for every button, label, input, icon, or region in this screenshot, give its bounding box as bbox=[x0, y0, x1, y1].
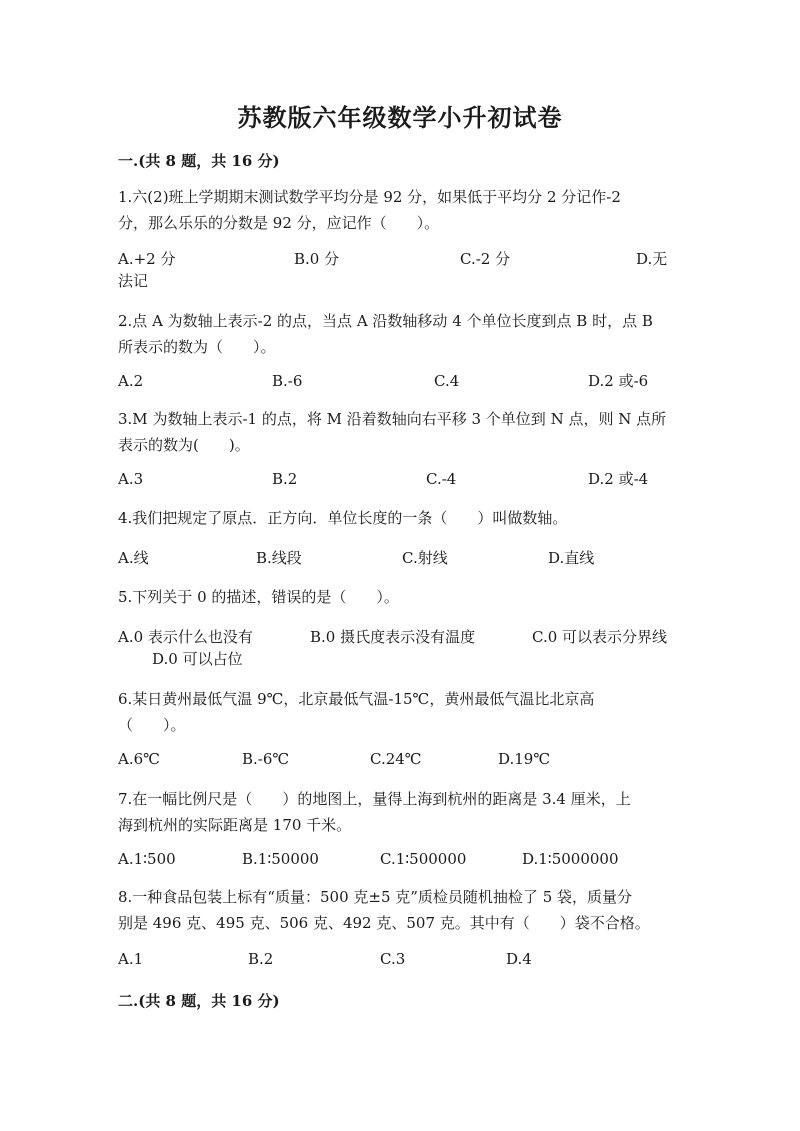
question-4-options bbox=[118, 547, 678, 569]
option-a: A.1 bbox=[118, 950, 144, 968]
option-a: A.+2 分 bbox=[118, 250, 176, 268]
option-d: D.2 或-6 bbox=[588, 372, 649, 390]
question-1-options bbox=[118, 248, 678, 292]
option-a: A.1∶500 bbox=[118, 850, 176, 868]
option-d: D.0 可以占位 bbox=[152, 650, 243, 668]
option-a: A.6℃ bbox=[118, 750, 160, 768]
option-d: D.直线 bbox=[548, 549, 595, 567]
option-a: A.3 bbox=[118, 470, 144, 488]
option-b: B.0 分 bbox=[294, 250, 340, 268]
question-8-line-1: 8.一种食品包装上标有“质量：500 克±5 克”质检员随机抽检了 5 袋，质量分 bbox=[118, 888, 633, 906]
option-b: B.-6℃ bbox=[242, 750, 290, 768]
section-heading-2: 二.(共 8 题，共 16 分) bbox=[118, 992, 280, 1010]
question-2 bbox=[118, 308, 678, 360]
question-3-line-1: 3.M 为数轴上表示-1 的点，将 M 沿着数轴向右平移 3 个单位到 N 点，则 N 点所 bbox=[118, 410, 667, 428]
question-4 bbox=[118, 505, 678, 531]
question-6-options bbox=[118, 748, 678, 770]
option-c: C.-4 bbox=[426, 470, 457, 488]
page-title: 苏教版六年级数学小升初试卷 bbox=[237, 103, 563, 132]
option-d: D.2 或-4 bbox=[588, 470, 649, 488]
question-6-line-1: 6.某日黄州最低气温 9℃，北京最低气温-15℃，黄州最低气温比北京高 bbox=[118, 690, 595, 708]
question-2-line-2: 所表示的数为（ ）。 bbox=[118, 338, 276, 356]
option-d: D.无 bbox=[636, 250, 668, 268]
option-c: C.-2 分 bbox=[460, 250, 511, 268]
option-b: B.2 bbox=[248, 950, 274, 968]
question-7-options bbox=[118, 848, 678, 870]
section-heading-1: 一.(共 8 题，共 16 分) bbox=[118, 152, 280, 170]
question-2-options bbox=[118, 370, 678, 392]
question-7-line-2: 海到杭州的实际距离是 170 千米。 bbox=[118, 816, 352, 834]
question-6-line-2: （ ）。 bbox=[118, 716, 186, 734]
question-1 bbox=[118, 184, 678, 236]
option-a: A.0 表示什么也没有 bbox=[118, 628, 253, 646]
question-5-options bbox=[118, 626, 678, 670]
option-b: B.线段 bbox=[256, 549, 302, 567]
question-8 bbox=[118, 884, 678, 936]
option-c: C.0 可以表示分界线 bbox=[532, 628, 668, 646]
option-c: C.1∶500000 bbox=[380, 850, 467, 868]
option-c: C.3 bbox=[380, 950, 406, 968]
question-5-line-1: 5.下列关于 0 的描述，错误的是（ ）。 bbox=[118, 588, 399, 606]
option-d-continued: 法记 bbox=[118, 272, 149, 290]
question-8-options bbox=[118, 948, 678, 970]
question-3-line-2: 表示的数为( )。 bbox=[118, 436, 250, 454]
option-a: A.线 bbox=[118, 549, 149, 567]
option-b: B.-6 bbox=[272, 372, 303, 390]
option-b: B.1∶50000 bbox=[242, 850, 319, 868]
option-d: D.4 bbox=[506, 950, 532, 968]
question-7-line-1: 7.在一幅比例尺是（ ）的地图上，量得上海到杭州的距离是 3.4 厘米，上 bbox=[118, 790, 631, 808]
option-c: C.24℃ bbox=[370, 750, 422, 768]
option-b: B.0 摄氏度表示没有温度 bbox=[310, 628, 476, 646]
option-d: D.19℃ bbox=[498, 750, 551, 768]
question-5 bbox=[118, 584, 678, 610]
question-7 bbox=[118, 786, 678, 838]
question-1-line-1: 1.六(2)班上学期期末测试数学平均分是 92 分，如果低于平均分 2 分记作-2 bbox=[118, 188, 621, 206]
question-8-line-2: 别是 496 克、495 克、506 克、492 克、507 克。其中有（ ）袋不合格。 bbox=[118, 914, 650, 932]
question-6 bbox=[118, 686, 678, 738]
question-3-options bbox=[118, 468, 678, 490]
question-1-line-2: 分，那么乐乐的分数是 92 分，应记作（ ）。 bbox=[118, 214, 440, 232]
question-3 bbox=[118, 406, 678, 458]
question-2-line-1: 2.点 A 为数轴上表示-2 的点，当点 A 沿数轴移动 4 个单位长度到点 B 时，点 B bbox=[118, 312, 653, 330]
option-a: A.2 bbox=[118, 372, 144, 390]
option-b: B.2 bbox=[272, 470, 298, 488]
option-c: C.4 bbox=[434, 372, 460, 390]
question-4-line-1: 4.我们把规定了原点．正方向．单位长度的一条（ ）叫做数轴。 bbox=[118, 509, 568, 527]
option-c: C.射线 bbox=[402, 549, 448, 567]
option-d: D.1∶5000000 bbox=[522, 850, 619, 868]
